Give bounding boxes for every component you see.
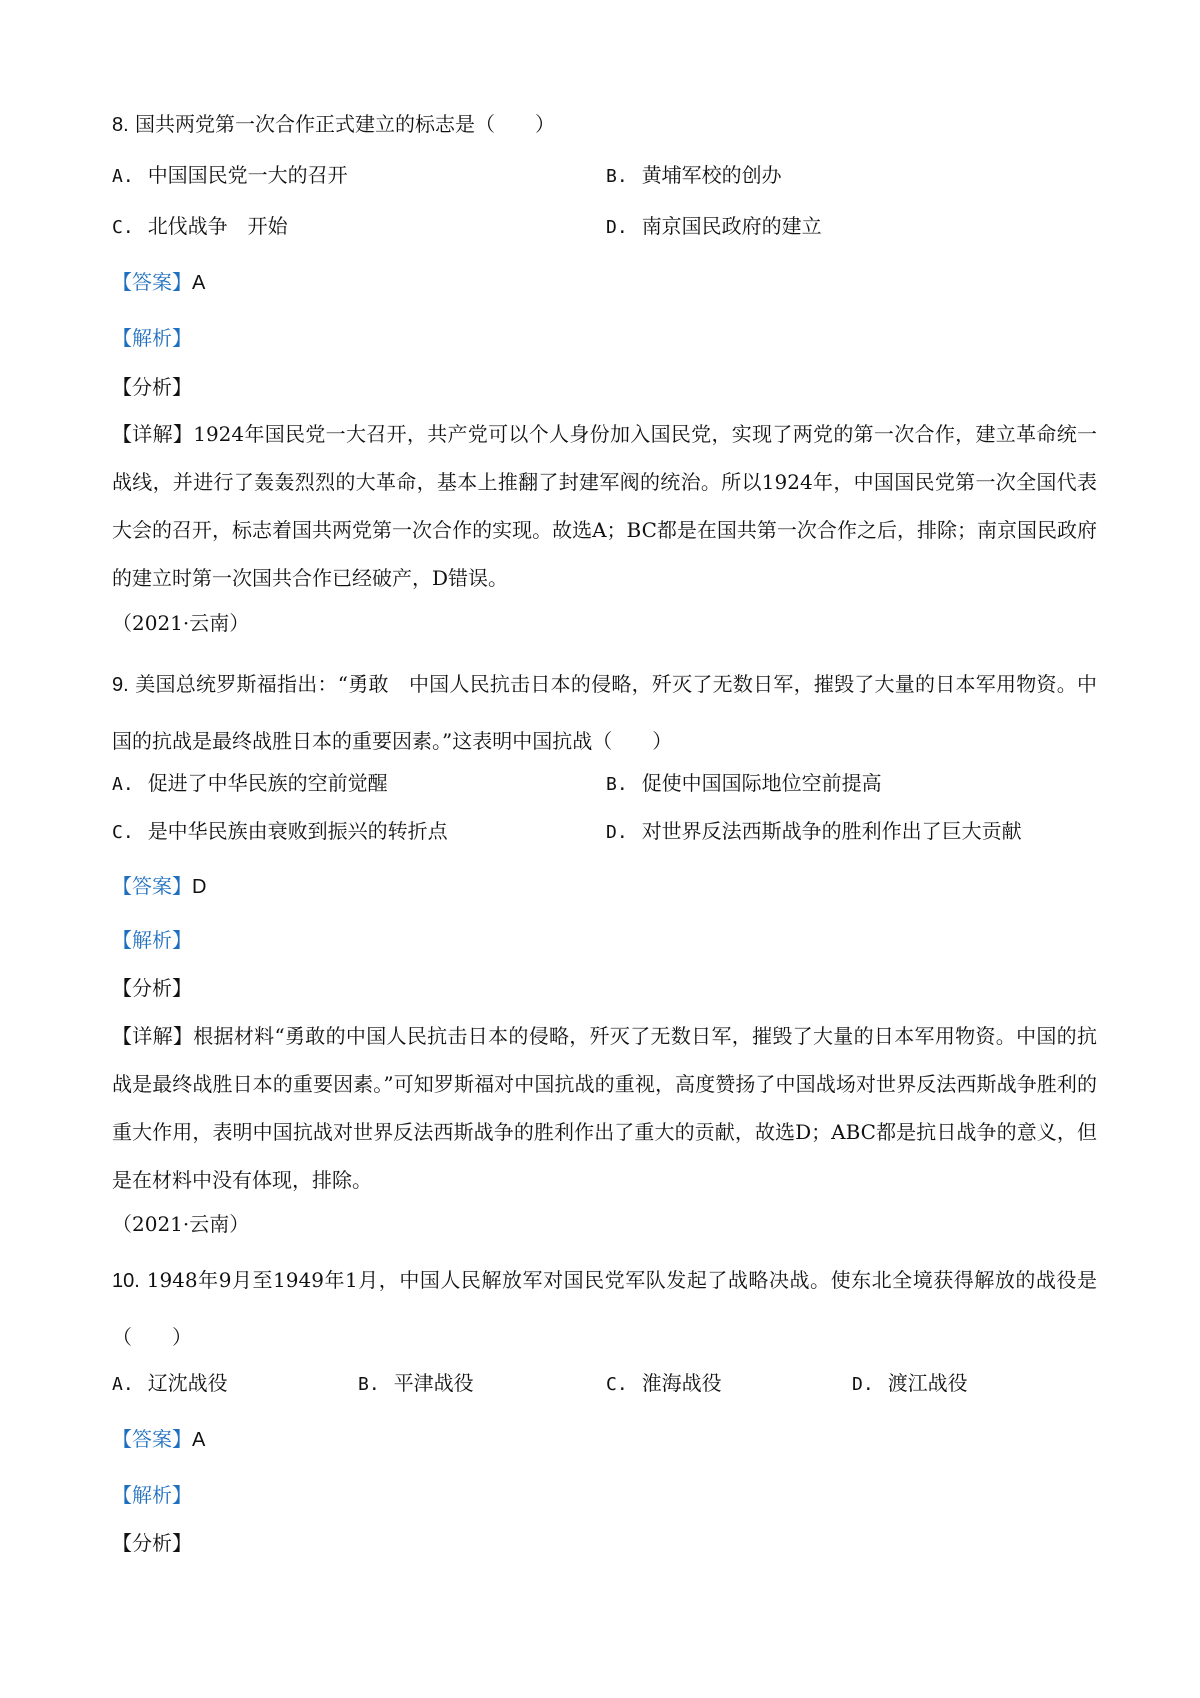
q10-option-d: D. 渡江战役 — [852, 1371, 968, 1395]
q8-detail — [112, 410, 1097, 602]
q8-stem — [112, 112, 555, 137]
q9-detail-text: 根据材料“勇敢的中国人民抗击日本的侵略，歼灭了无数日军，摧毁了大量的日本军用物资。中国的抗战是最终战胜日本的重要因素。”可知罗斯福对中国抗战的重视，高度赞扬了中国战场对世界反法西斯战争胜利的重大作用，表明中国抗战对世界反法西斯战争的胜利作出了重大的贡献，故选D；ABC都是抗日战争的意义，但是在材料中没有体现，排除。 — [112, 1024, 1097, 1192]
q8-option-d: D. 南京国民政府的建立 — [606, 214, 822, 238]
q10-answer-value: A — [192, 1429, 206, 1451]
q8-number: 8. — [112, 114, 129, 136]
q9-stem-text: 美国总统罗斯福指出：“勇敢 中国人民抗击日本的侵略，歼灭了无数日军，摧毁了大量的日本军用物资。中国的抗战是最终战胜日本的重要因素。”这表明中国抗战（ ） — [112, 672, 1097, 753]
q8-answer-value: A — [192, 272, 206, 294]
q8-detail-text: 1924年国民党一大召开，共产党可以个人身份加入国民党，实现了两党的第一次合作，建立革命统一战线，并进行了轰轰烈烈的大革命，基本上推翻了封建军阀的统治。所以1924年，中国国民党第一次全国代表大会的召开，标志着国共两党第一次合作的实现。故选A；BC都是在国共第一次合作之后，排除；南京国民政府的建立时第一次国共合作已经破产，D错误。 — [112, 422, 1098, 590]
q9-detail — [112, 1012, 1097, 1204]
q8-fenxi-label: 【分析】 — [112, 375, 192, 399]
q10-option-a: A. 辽沈战役 — [112, 1371, 228, 1395]
q8-option-a: A. 中国国民党一大的召开 — [112, 163, 348, 187]
q9-answer-label: 【答案】 — [112, 874, 192, 898]
q9-source: （2021·云南） — [112, 1212, 250, 1236]
q9-option-a: A. 促进了中华民族的空前觉醒 — [112, 771, 388, 795]
q9-answer — [112, 874, 206, 899]
q8-source: （2021·云南） — [112, 611, 250, 635]
q9-option-b: B. 促使中国国际地位空前提高 — [606, 771, 882, 795]
q9-stem — [112, 656, 1097, 769]
q8-option-c: C. 北伐战争 开始 — [112, 214, 288, 238]
q8-answer — [112, 270, 205, 295]
q9-option-c: C. 是中华民族由衰败到振兴的转折点 — [112, 819, 448, 843]
q10-fenxi-label: 【分析】 — [112, 1531, 192, 1555]
q10-answer — [112, 1427, 205, 1452]
q10-number: 10. — [112, 1270, 140, 1292]
q9-number: 9. — [112, 674, 129, 696]
q10-option-b: B. 平津战役 — [358, 1371, 474, 1395]
q9-option-d: D. 对世界反法西斯战争的胜利作出了巨大贡献 — [606, 819, 1022, 843]
q8-option-b: B. 黄埔军校的创办 — [606, 163, 782, 187]
q8-answer-label: 【答案】 — [112, 270, 192, 294]
q8-detail-label: 【详解】 — [112, 422, 194, 446]
q10-stem-text: 1948年9月至1949年1月，中国人民解放军对国民党军队发起了战略决战。使东北全境获得解放的战役是（ ） — [112, 1268, 1098, 1349]
q10-stem — [112, 1252, 1097, 1365]
q10-option-c: C. 淮海战役 — [606, 1371, 722, 1395]
q9-fenxi-label: 【分析】 — [112, 976, 192, 1000]
q8-stem-text: 国共两党第一次合作正式建立的标志是（ ） — [135, 112, 556, 136]
q9-answer-value: D — [192, 876, 207, 898]
q10-analysis-label: 【解析】 — [112, 1483, 192, 1507]
q9-detail-label: 【详解】 — [112, 1024, 194, 1048]
q8-analysis-label: 【解析】 — [112, 326, 192, 350]
q10-answer-label: 【答案】 — [112, 1427, 192, 1451]
q9-analysis-label: 【解析】 — [112, 928, 192, 952]
